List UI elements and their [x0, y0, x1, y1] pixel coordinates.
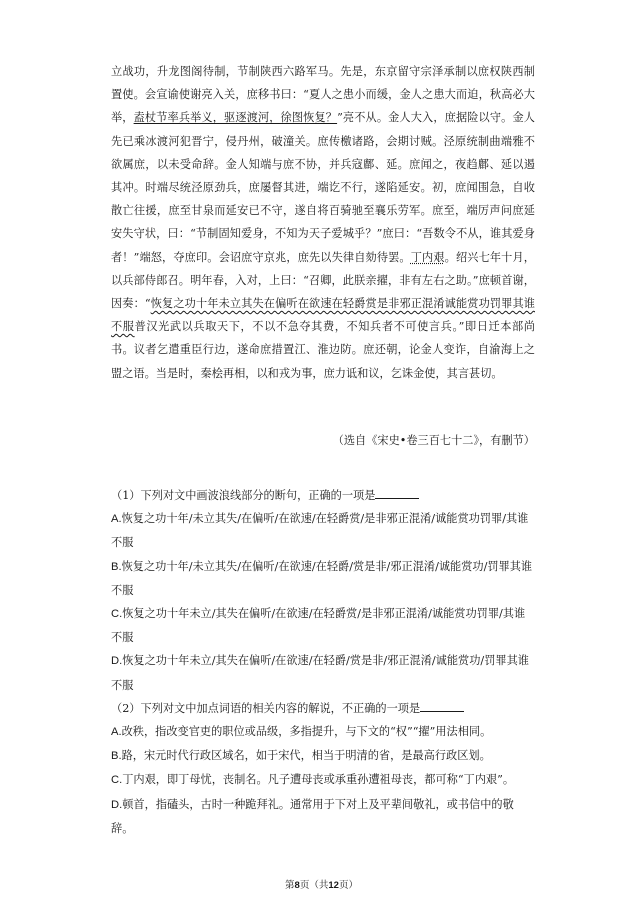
answer-blank — [375, 488, 419, 499]
page-total: 12 — [328, 880, 339, 891]
question-2-option-c: C.丁内艰，即丁母忧，丧制名。凡子遭母丧或承重孙遭祖母丧，都可称“丁内艰”。 — [111, 773, 515, 787]
question-1-option-a: A.恢复之功十年/未立其失/在偏听/在欲速/在轻爵赏/是非邪正混淆/诚能赏功罚罪/其谁不服 — [111, 512, 529, 550]
passage-paragraph — [111, 60, 535, 385]
question-1-option-b: B.恢复之功十年/未立其失/在偏听/在欲速/在轻爵/赏是非/邪正混淆/诚能赏功/罚罪其谁不服 — [111, 559, 533, 597]
answer-blank — [420, 701, 464, 712]
question-1-option-c: C.恢复之功十年未立/其失在偏听/在欲速/在轻爵赏/是非邪正混淆/诚能赏功罚罪/其谁不服 — [111, 607, 526, 645]
source-citation: （选自《宋史•卷三百七十二》，有删节） — [332, 434, 535, 447]
question-2-option-b: B.路，宋元时代行政区域名，如于宋代，相当于明清的省，是最高行政区划。 — [111, 749, 491, 763]
page-number: 8 — [294, 880, 300, 891]
question-1-option-d: D.恢复之功十年未立/其失在偏听/在欲速/在轻爵/赏是非/邪正混淆/诚能赏功/罚罪其谁不服 — [111, 654, 529, 692]
questions — [111, 484, 535, 840]
question-2-stem: （2）下列对文中加点词语的相关内容的解说，不正确的一项是 — [111, 697, 535, 720]
passage-text: 立战功，升龙图阁待制，节制陕西六路军马。先是，东京留守宗泽承制以庶权陕西制置使。会宣谕使谢亮入关，庶移书曰：“夏人之患小而缓，金人之患大而迫，秋高必大举， — [111, 65, 535, 125]
passage — [111, 60, 535, 385]
question-1-stem: （1）下列对文中画波浪线部分的断句，正确的一项是 — [111, 484, 535, 507]
passage-text: ”亮不从。金人大入，庶据险以守。金人先已乘冰渡河犯晋宁，侵丹州，破潼关。庶传檄诸路，会期讨贼。泾原统制曲端雅不欲属庶，以未受命辞。金人知端与庶不协，并兵寇鄜、延。庶闻之，夜趋鄜、延以遏其冲。时端尽统泾原劲兵，庶屡督其进，端讫不行，遂陷延安。初，庶闻围急，自收散亡往援，庶至甘泉而延安已不守，遂自将百骑驰至襄乐劳军。庶至，端厉声问庶延安失守状，曰：“节制固知爱身，不知为天子爱城乎？”庶曰：“吾数令不从，谁其爱身者！”端怒，夺庶印。会诏庶守京兆，庶先以失律自劾待罢。 — [111, 111, 535, 264]
question-2-option-a: A.改秩，指改变官吏的职位或品级，多指提升，与下文的“权”“擢”用法相同。 — [111, 725, 492, 739]
wavy-underlined-sentence: 恢复之功十年未立其失在偏听在欲速在轻爵赏是非邪正混淆诚能赏功罚罪其谁不服 — [111, 297, 535, 334]
question-2-option-d: D.顿首，指磕头，古时一种跪拜礼。通常用于下对上及平辈间敬礼，或书信中的敬辞。 — [111, 797, 514, 835]
underlined-sentence: 盍杖节率兵举义，驱逐渡河，徐图恢复？ — [133, 111, 338, 125]
dotted-term: 丁内艰 — [410, 250, 445, 264]
page-footer: 第8页（共12页） — [285, 880, 358, 891]
passage-text: 普汉光武以兵取天下，不以不急夺其费，不知兵者不可使言兵。”即日迁本部尚书。议者乞遣重臣行边，遂命庶措置江、淮边防。庶还朝，论金人变诈，自渝海上之盟之语。当是时，秦桧再相，以和戎为事，庶力诋和议，乞诛金使，其言甚切。 — [111, 320, 535, 380]
passage-text: 。绍兴七年十月，以兵部侍郎召。明年春，入对，上曰：“召卿，此朕亲擢，非有左右之助。”庶顿首谢，因奏：“ — [111, 250, 535, 311]
